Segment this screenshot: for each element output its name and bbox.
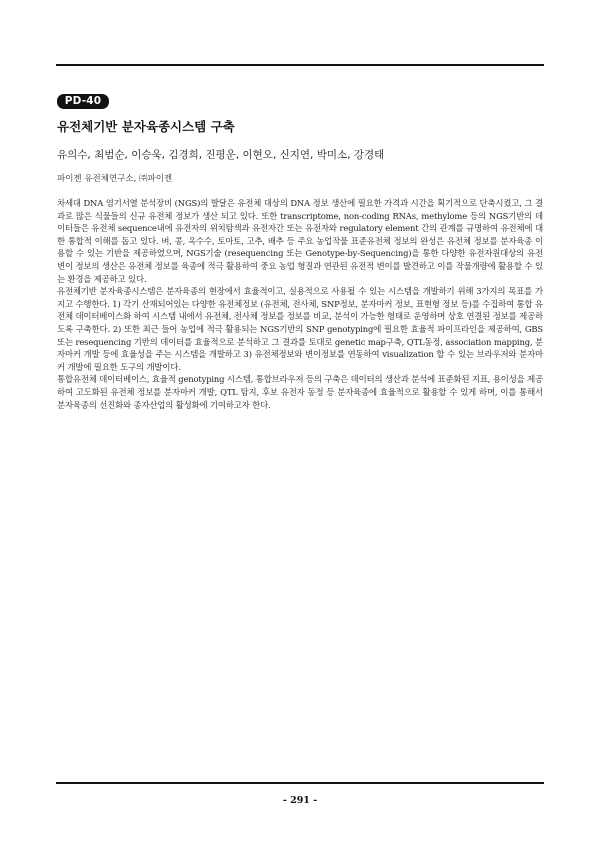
affiliation: 파이젠 유전체연구소, ㈜파이젠 bbox=[57, 174, 173, 184]
session-badge: PD-40 bbox=[57, 94, 109, 109]
abstract-paragraph-1: 차세대 DNA 염기서열 분석장비 (NGS)의 발달은 유전체 대상의 DNA 정보 생산에 필요한 가격과 시간을 획기적으로 단축시켰고, 그 결과로 많은 식물들의 신규 유전체 정보가 생산 되고 있다. 또한 transcriptome, non-coding RNAs, methylome 등의 NGS기반의 데이터들은 유전체 sequence내에 유전자의 위치탐색과 유전자간 또는 유전자와 regulatory element 간의 관계를 규명하여 유전체에 대한 통합적 이해를 돕고 있다. 벼, 콩, 옥수수, 토마토, 고추, 배추 등 주요 농업작물 표준유전체 정보의 완성은 유전체 정보를 분자육종 이용할 수 있는 기반을 제공하였으며, NGS기술 (resequencing 또는 Genotype-by-Sequencing)을 통한 다양한 유전자원대상의 유전변이 정보의 생산은 유전체 정보를 육종에 적극 활용하여 중요 농업 형질과 연관된 유전적 변이를 발견하고 이를 작물개량에 활용할 수 있는 환경을 제공하고 있다. bbox=[57, 198, 543, 284]
abstract-paragraph-3: 통합유전체 데이터베이스, 효율적 genotyping 시스템, 통합브라우저 등의 구축은 데이터의 생산과 분석에 표준화된 지표, 용이성을 제공하여 고도화된 유전체 정보를 분자마커 개발, QTL 탐지, 후보 유전자 동정 등 분자육종에 효율적으로 활용할 수 있게 하며, 이를 통해서 분자육종의 선진화와 종자산업의 활성화에 기여하고자 한다. bbox=[57, 374, 543, 410]
author-list: 유의수, 최범순, 이승욱, 김경희, 진평운, 이현오, 신지연, 박미소, 강경태 bbox=[57, 149, 385, 161]
abstract-paragraph-2: 유전체기반 분자육종시스템은 분자육종의 현장에서 효율적이고, 실용적으로 사용될 수 있는 시스템을 개발하기 위해 3가지의 목표를 가지고 수행한다. 1) 각기 산재되어있는 다양한 유전체정보 (유전체, 전사체, SNP정보, 분자마커 정보, 표현형 정보 등)를 수집하여 통합 유전체 데이터베이스화 하여 시스템 내에서 유전체, 전사체 정보를 정보를 비교, 분석이 가능한 형태로 운영하며 상호 연결된 정보를 제공하도록 구축한다. 2) 또한 최근 들어 농업에 적극 활용되는 NGS기반의 SNP genotyping에 필요한 효율적 파이프라인을 제공하여, GBS 또는 resequencing 기반의 데이터를 효율적으로 분석하고 그 결과를 토대로 genetic map구축, QTL동정, association mapping, 분자마커 개발 등에 효율성을 주는 시스템을 개발하고 3) 유전체정보와 변이정보를 연동하여 visualization 할 수 있는 브라우저와 분자마커 개발에 필요한 도구의 개발이다. bbox=[57, 286, 543, 372]
paper-title: 유전체기반 분자육종시스템 구축 bbox=[57, 119, 235, 134]
header-rule bbox=[56, 64, 544, 66]
page-number: - 291 - bbox=[282, 795, 318, 806]
footer-rule bbox=[56, 782, 544, 784]
abstract-body bbox=[57, 197, 543, 411]
